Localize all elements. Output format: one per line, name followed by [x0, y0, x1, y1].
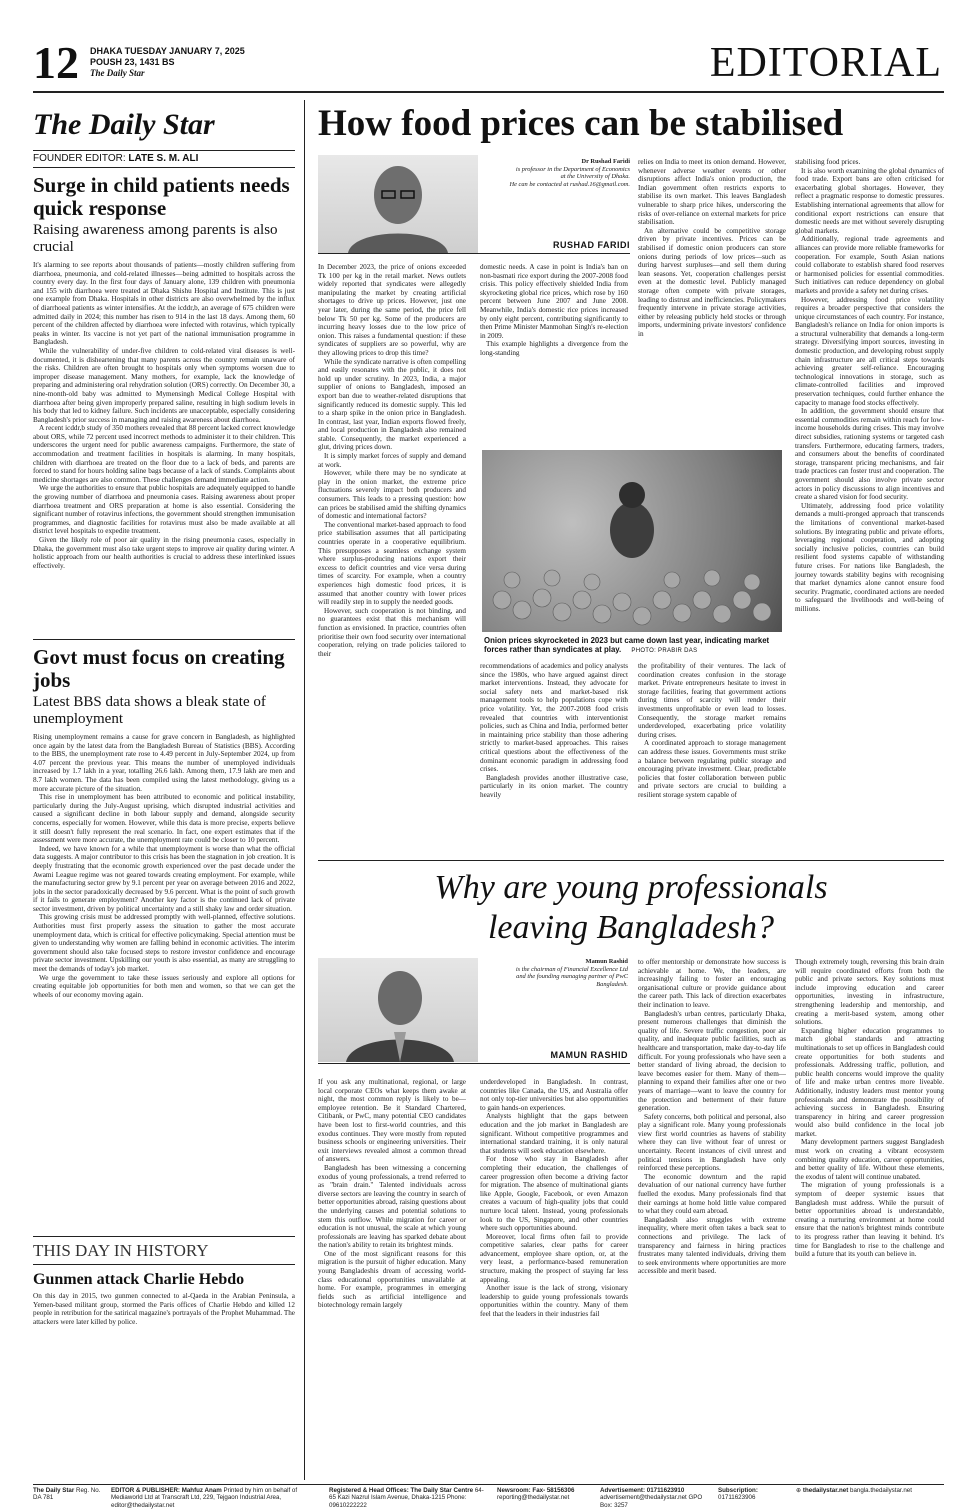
paragraph: Ultimately, addressing food price volatility demands a multi-pronged approach that transcends the limitations of conventional market-based solutions. By integrating public and private efforts, leveraging regional cooperation, and adopting socially inclusive policies, countries can build resilient food systems capable of withstanding future crises. For nations like Bangladesh, the journey towards stability begins with recognising that market dynamics alone cannot ensure food security. Pragmatic, coordinated actions are needed to safeguard the livelihoods and well-being of millions. [795, 501, 944, 613]
paragraph: Additionally, regional trade agreements and alliances can provide more reliable frameworks for cooperation. For example, South Asian nations could collaborate to establish shared food reserves or harmonised policies for essential commodities. Such initiatives can reduce dependency on global markets and provide a safety net during crises. [795, 235, 944, 295]
column-separator [304, 100, 305, 1480]
paragraph: Expanding higher education programmes to match global standards and attracting multinationals to set up offices in Bangladesh could create opportunities for both students and professionals. Addressing traffic, pollution, and public health concerns would improve the quality of life and make urban centres more liveable. Additionally, industry leaders must mentor young professionals and demonstrate the possibility of achieving success in Bangladesh. Ensuring transparency in hiring and career progression would also build confidence in the local job market. [795, 1026, 944, 1138]
byline-1: RUSHAD FARIDI [552, 240, 630, 250]
editorial-2 [33, 640, 295, 1236]
paragraph: If you ask any multinational, regional, or large local corporate CEOs what keeps them awake at night, the most common reply is likely to be—employee retention. Be it Standard Chartered, Citibank, or PwC, many potential CEO candidates have been lost to first-world countries, and this exodus continues. They were mostly from reputed business schools or engineering universities. Their exit interviews revealed almost a common thread of answers. [318, 1078, 466, 1164]
onion-pile-icon [482, 450, 782, 632]
footer-col-6 [718, 1487, 788, 1502]
paragraph: This rise in unemployment has been attributed to economic and political instability, particularly during the July-August uprising, which disrupted industrial activities and caused a significant decline in both labour supply and demand, alongside security concerns, especially for women. However, while this data is more precise, experts believe it still doesn't fully represent the real scenario. In fact, one expert estimates that if the assessment were more accurate, the unemployment rate could be closer to 10 percent. [33, 793, 295, 845]
paragraph: domestic needs. A case in point is India's ban on non-basmati rice export during the 2007-2008 food crisis. This policy effectively shielded India from skyrocketing global rice prices, which rose by 160 percent between June 2007 and June 2008. Meanwhile, India's domestic rice prices increased by only eight percent, contributing significantly to then Prime Minister Manmohan Singh's re-election in 2009. [480, 263, 628, 340]
portrait-icon [318, 155, 478, 253]
paragraph: While the syndicate narrative is often compelling and easily resonates with the public, it does not hold up under scrutiny. In 2023, India, a major supplier of onions to Bangladesh, imposed an export ban due to weather-related disruptions that significantly reduced its domestic supply. This led to a sharp spike in the onion price in Bangladesh. In contrast, last year, Indian exports flowed freely, and local production in Bangladesh also remained stable. Consequently, the market experienced a glut, driving prices down. [318, 357, 466, 452]
author-bio-line: and the founding managing partner of PwC [516, 973, 628, 981]
footer-text: Printed by him on behalf of Mediaworld Ltd at Transcraft Ltd, 229, Tejgaon Industrial Area, editor@thedailystar.net [111, 1487, 298, 1509]
article-1-col-3-top [638, 158, 786, 447]
editorial-1-headline: Surge in child patients needs quick response [33, 173, 290, 220]
footer-col-3 [329, 1487, 489, 1509]
footer-title: Registered & Head Offices: The Daily Star Centre [329, 1487, 474, 1494]
left-column [33, 100, 295, 1480]
paragraph: A coordinated approach to storage management can address these issues. Governments must strike a balance between regulating public storage and encouraging private investment. Clear, predictable policies that foster collaboration between public and private sectors are crucial to building a resilient storage system capable of [638, 739, 786, 799]
editorial-2-headline: Govt must focus on creating jobs [33, 645, 285, 692]
editorial-2-deck: Latest BBS data shows a bleak state of unemployment [33, 694, 266, 727]
page-number: 12 [33, 37, 79, 88]
paragraph: Bangladesh has been witnessing a concerning exodus of young professionals, a trend referred to as "brain drain." Talented individuals across diverse sectors are leaving the country in search of better opportunities abroad, raising questions about the underlying causes and potential solutions to stem this outflow. While migration for career or education is not unusual, the scale at which young professionals are leaving has sparked debate about the nation's ability to retain its brightest minds. [318, 1163, 466, 1250]
paragraph: Though extremely tough, reversing this brain drain will require coordinated efforts from both the public and private sectors. Key solutions must include improving education and career opportunities, investing in infrastructure, strengthening leadership and mentorship, and creating a merit-based system, among other solutions. [795, 958, 944, 1027]
onion-market-photo [482, 450, 782, 632]
paragraph: An alternative could be competitive storage driven by private incentives. Prices can be stabilised if domestic onion producers can store onions during periods of low prices—such as during harvest surpluses—and sell them during lean seasons. Yet, cooperation challenges persist even at the domestic level. Publicly managed storage often compete with private storages, leading to distrust and inefficiencies. Policymakers frequently intervene in private storage activities, either by releasing publicly held stocks or through imports, undermining private investors' confidence in [638, 226, 786, 338]
paragraph: to offer mentorship or demonstrate how success is achievable at home. We, the leaders, are increasingly failing to foster an encouraging organisational culture or provide guidance about the career path. This lack of direction exacerbates their inclination to leave. [638, 958, 786, 1009]
footer-text: reporting@thedailystar.net [497, 1494, 570, 1502]
paragraph: A recent icddr,b study of 350 mothers revealed that 88 percent lacked correct knowledge about ORS, while 72 percent used incorrect methods to administer it to their children. This underscores the urgent need for public awareness campaigns. Furthermore, the state of accommodation and treatment facilities in hospitals is alarming. In many hospitals, children with diarrhoea are treated on the floor due to a lack of beds, and parents are forced to stand for hours holding saline bags because of a lack of stands. Complaints about medicine shortages are also common. These challenges demand immediate action. [33, 424, 295, 484]
article-1-col-3-bottom [638, 662, 786, 847]
author-bio-2 [480, 958, 628, 988]
history-section-title: THIS DAY IN HISTORY [33, 1241, 209, 1260]
footer-title: thedailystar.net [802, 1487, 849, 1494]
paragraph: We urge the government to take these issues seriously and explore all options for creating equitable job opportunities for both men and women, so that we can get the wheels of our economy moving again. [33, 973, 295, 999]
article-1-col-1 [318, 263, 466, 847]
paragraph: the profitability of their ventures. The lack of coordination creates confusion in the storage market. Private entrepreneurs hesitate to invest in storage facilities, fearing that government actions during times of scarcity will render their investments unprofitable or even lead to losses. Consequently, the storage market remains underdeveloped, exacerbating price volatility during crises. [638, 662, 786, 739]
founder-line [33, 151, 295, 167]
paragraph: It is simply market forces of supply and demand at work. [318, 452, 466, 469]
paragraph: Many development partners suggest Bangladesh must work on creating a vibrant ecosystem combining quality education, career opportunities, and better quality of life. Without these elements, the exodus of talent will continue unabated. [795, 1138, 944, 1181]
paragraph: However, such cooperation is not binding, and no guarantees exist that this mechanism will function as envisioned. In practice, countries often prioritise their own food security over international cooperation, relying on trade policies tailored to their [318, 606, 466, 658]
footer-col-1 [33, 1487, 103, 1502]
author-photo-mamun-rashid [318, 958, 478, 1062]
footer-col-7 [796, 1487, 916, 1499]
footer-col-4 [497, 1487, 592, 1502]
article-1-col-4 [795, 158, 944, 848]
editorial-1 [33, 168, 295, 639]
masthead-rule [33, 91, 944, 93]
history-text: On this day in 2015, two gunmen connected to al-Qaeda in the Arabian Peninsula, a Yemen-based militant group, stormed the Paris offices of Charlie Hebdo and killed 12 people in retribution for the satirical magazine's portrayals of the Prophet Muhammad. The attackers were later killed by police. [33, 1292, 295, 1326]
footer-rule [33, 1484, 944, 1485]
paragraph: The conventional market-based approach to food price stabilisation assumes that all participating countries operate in a cooperative equilibrium. This presupposes a seamless exchange system where surplus-producing nations export their excess to deficit countries and vice versa during times of scarcity. For example, when a country experiences high domestic food prices, it is assumed that another country with lower prices will readily step in to supply the needed goods. [318, 520, 466, 607]
article-2-headline [318, 868, 944, 948]
paragraph: The migration of young professionals is a symptom of deeper systemic issues that Bangladesh must address. While the pursuit of better opportunities abroad is understandable, creating a nurturing environment at home could ensure that the nation's brightest minds contribute to its progress rather than leaving it behind. It's time for Bangladesh to rise to the challenge and build a future that its youth can believe in. [795, 1181, 944, 1259]
article-2-col-3 [638, 958, 786, 1480]
paragraph: However, addressing food price volatility requires a broader perspective that considers the unique circumstances of each country. For instance, Bangladesh's reliance on India for onion imports is a structural vulnerability that demands a long-term strategy. Diversifying import sources, investing in domestic production, and developing robust supply chain infrastructure are all critical steps towards achieving greater self-reliance. Encouraging technological innovations in storage, such as climate-controlled facilities and improved preservation techniques, could further enhance the capacity to manage food stocks effectively. [795, 295, 944, 407]
paper-name-small: The Daily Star [90, 68, 145, 78]
editorial-2-body [33, 733, 295, 999]
byline-rule [318, 253, 630, 254]
footer-title: Newsroom: Fax- 58156306 [497, 1487, 575, 1494]
paragraph: Bangladesh also struggles with extreme inequality, where merit often takes a back seat to connections and privilege. The lack of transparency and fairness in hiring practices frustrates many talented individuals, driving them to seek environments where opportunities are more accessible and merit based. [638, 1215, 786, 1276]
footer-text: bangla.thedailystar.net [850, 1487, 912, 1494]
paragraph: Bangladesh provides another illustrative case, particularly in its onion market. The country heavily [480, 773, 628, 799]
paragraph: This growing crisis must be addressed promptly with well-planned, effective solutions. Authorities must first properly assess the situation to gather the most accurate unemployment data, which is critical for effective policymaking. Special attention must be given to understanding why women are falling behind in economic activities. The interim government should also take focused steps to restore investor confidence and encourage private sector investment. Upskilling our youth is also essential, as many are struggling to meet the demands of today's job market. [33, 913, 295, 974]
daily-star-logo: The Daily Star [33, 108, 215, 141]
article-2-col-2 [480, 1078, 628, 1480]
paragraph: Moreover, local firms often fail to provide competitive salaries, clear paths for career advancement, employee share option, or, at the very least, a performance-based remuneration structure, making the prospect of staying far less appealing. [480, 1232, 628, 1284]
footer [33, 1487, 944, 1509]
this-day-in-history [33, 1237, 295, 1326]
photo-credit: PHOTO: PRABIR DAS [631, 648, 698, 655]
paragraph: However, while there may be no syndicate at play in the onion market, the extreme price fluctuations severely impact both producers and consumers. This leads to a pressing question: how can prices be stabilised amid the shifting dynamics of domestic and international factors? [318, 469, 466, 521]
footer-text: advertisement@thedailystar.net GPO Box: 3257 [600, 1494, 703, 1509]
paragraph: recommendations of academics and policy analysts since the 1980s, who have argued against direct market interventions. Instead, they advocate for social safety nets and market-based risk management tools to help populations cope with price volatility. Yet, the 2007-2008 food crisis revealed that countries with interventionist policies, such as China and India, performed better in maintaining price stability than those adhering strictly to market-based approaches. This raises critical questions about the effectiveness of the dominant economic paradigm in addressing food crises. [480, 662, 628, 774]
photo-caption-1 [484, 636, 782, 656]
footer-col-5 [600, 1487, 710, 1509]
paragraph: The economic downturn and the rapid devaluation of our national currency have further fuelled the exodus. Many professionals find that their earnings at home hold little value compared to what they could earn abroad. [638, 1172, 786, 1216]
history-title-rule [33, 1264, 295, 1265]
paragraph: Analysts highlight that the gaps between education and the job market in Bangladesh are significant. Without competitive programmes and international standard training, it is only natural that students will seek education elsewhere. [480, 1112, 628, 1155]
footer-title: EDITOR & PUBLISHER: Mahfuz Anam [111, 1487, 222, 1494]
article-1-headline: How food prices can be stabilised [318, 103, 844, 144]
article-2-headline-line-1: Why are young professionals [434, 869, 828, 906]
author-bio-line: is professor in the Department of Economics [515, 165, 630, 173]
paragraph: This example highlights a divergence from the long-standing [480, 340, 628, 357]
photo-caption-text: Onion prices skyrocketed in 2023 but came down last year, indicating market forces rather than syndicates at play. [484, 636, 770, 655]
section-title: EDITORIAL [709, 40, 942, 86]
editorial-1-deck: Raising awareness among parents is also crucial [33, 222, 278, 255]
author-bio-line: at the University of Dhaka. [560, 173, 630, 181]
author-bio-name: Mamun Rashid [585, 958, 628, 965]
footer-text: Reg. No. DA 781 [33, 1487, 101, 1502]
author-bio-name: Dr Rushad Faridi [581, 158, 630, 165]
article-2-headline-line-2: leaving Bangladesh? [487, 909, 775, 946]
portrait-icon [318, 958, 478, 1062]
paragraph: Indeed, we have known for a while that unemployment is worse than what the official data suggests. A major contributor to this crisis has been the stagnation in job creation. It is deeply frustrating that the economic growth experienced over the past decade under the Awami League regime was not geared towards creating employment. For example, while the manufacturing sector grew by 9.1 percent per year on average between 2016 and 2022, jobs in the sector paradoxically decreased by 9.6 percent. What is the point of such growth if it fails to generate employment? Another key factor is the continued lack of private sector investment, driven by political uncertainty and a still shaky law and order situation. [33, 844, 295, 913]
paragraph: Rising unemployment remains a cause for grave concern in Bangladesh, as highlighted once again by the latest data from the Bangladesh Bureau of Statistics (BBS). According to the BBS, the unemployment rate rose to 4.49 percent in July-September 2024, up from 4.07 percent the previous year. This means the number of unemployed individuals increased by 1.7 lakh in a year, totalling 26.6 lakh. Among them, 17.9 lakh are men and 8.7 lakh women. The data has been compiled using the latest methodology, giving us a more accurate picture of the situation. [33, 733, 295, 793]
history-headline: Gunmen attack Charlie Hebdo [33, 1271, 245, 1288]
date-line-text: DHAKA TUESDAY JANUARY 7, 2025 [90, 46, 245, 56]
author-photo-rushad-faridi [318, 155, 478, 253]
paragraph: For those who stay in Bangladesh after completing their education, the challenges of career progression often become a driving factor for migration. The absence of multinational giants like Apple, Google, Facebook, or even Amazon creates a vacuum of high-quality jobs that could nurture local talent. Instead, young professionals look to the US, Singapore, and other countries where such opportunities abound. [480, 1155, 628, 1233]
footer-text: 64-65 Kazi Nazrul Islam Avenue, Dhaka-1215 Phone: 09610222222 [329, 1487, 484, 1509]
paragraph: Bangladesh's urban centres, particularly Dhaka, present numerous challenges that diminish the quality of life. Severe traffic congestion, poor air quality, and inadequate public facilities, such as healthcare and transportation, make day-to-day life difficult. For young professionals who have seen a better standard of living abroad, the decision to leave becomes easier for them. Many of them—planning to expand their families after one or two years of marriage—want to leave the country for the protection and betterment of their future generation. [638, 1009, 786, 1113]
footer-title: The Daily Star [33, 1487, 75, 1494]
globe-icon: ⊕ [796, 1487, 802, 1494]
article-divider [318, 860, 944, 861]
author-bio-line: He can be contacted at rushad.16@gmail.com. [509, 180, 630, 188]
paragraph: One of the most significant reasons for this migration is the pursuit of higher education. Many young Bangladeshis dream of accessing world-class educational opportunities unavailable at home. For example, programmes in emerging fields such as artificial intelligence and biotechnology remain largely [318, 1249, 466, 1310]
paragraph: stabilising food prices. [795, 158, 861, 166]
footer-text: 01711623906 [718, 1494, 756, 1502]
paragraph: It is also worth examining the global dynamics of food trade. Export bans are often criticised for exacerbating global shortages. However, they reflect a pragmatic response to domestic pressures. Establishing international agreements that allow for conditional export restrictions can ensure that domestic needs are met without severely disrupting global markets. [795, 166, 944, 235]
author-bio-line: is the chairman of Financial Excellence Ltd [515, 965, 628, 973]
article-2-col-1 [318, 1078, 466, 1480]
author-bio-line: Bangladesh. [596, 980, 628, 988]
date-line [90, 46, 245, 79]
paragraph: In December 2023, the price of onions exceeded Tk 100 per kg in the retail market. News outlets widely reported that syndicates were allegedly manipulating the market by creating artificial shortages to drive up prices. However, just one year later, during the same period, the price fell below Tk 50 per kg. Some of the producers are incurring heavy losses due to the low price of onion. This raises a fundamental question: if these syndicates of suppliers are so powerful, why are they allowing prices to drop this time? [318, 263, 466, 357]
article-1-col-2-bottom [480, 662, 628, 847]
article-1-col-2-top [480, 263, 628, 447]
founder-label: FOUNDER EDITOR: [33, 153, 126, 164]
founder-name: LATE S. M. ALI [128, 153, 199, 164]
paragraph: While the vulnerability of under-five children to cold-related viral diseases is well-documented, it is disheartening that many parents across the country remain unaware of the risks. Children are often brought to hospitals only when symptoms worsen due to improper disease management. Many mothers, for example, lack the knowledge of preparing and administering oral rehydration solution (ORS) correctly. On December 30, a nine-month-old baby was admitted to Mymensingh Medical College Hospital with diarrhoea after being given improperly prepared saline, resulting in high sodium levels in his body that led to kidney failure. Such incidents are unacceptable, especially considering Bangladesh's prior success in managing and raising awareness about diarrhoea. [33, 346, 295, 424]
footer-title: Advertisement: 01711623910 [600, 1487, 685, 1494]
paragraph: It's alarming to see reports about thousands of patients—mostly children suffering from diarrhoea, pneumonia, and cold-related illnesses—being admitted to hospitals across the country every day. In the first four days of January alone, 139 children with pneumonia and 155 with diarrhoea were treated at Dhaka Shishu Hospital and Institute. This is just one example from Dhaka. Hospitals in other districts are also overwhelmed by the influx of diarrhoeal patients as winter intensifies. At the icddr,b, an average of 675 children were admitted daily in 2024; this number has risen to 914 in the last 18 days. Among them, 60 percent of the children affected by diarrhoea were infected with rotavirus, which typically peaks in winter. Its vaccine is not yet part of the national immunisation programme in Bangladesh. [33, 261, 295, 347]
paragraph: Safety concerns, both political and personal, also play a significant role. Many young professionals view first world countries as havens of stability where they can live without fear of unrest or uncertainty. Recent instances of civil unrest and political tensions in Bangladesh have only reinforced these perceptions. [638, 1112, 786, 1173]
byline-rule [318, 1063, 630, 1064]
editorial-1-body [33, 261, 295, 570]
byline-2: MAMUN RASHID [550, 1050, 628, 1060]
paragraph: Given the likely role of poor air quality in the rising pneumonia cases, especially in Dhaka, the government must also take urgent steps to improve air quality during winter. A holistic approach from our health authorities is crucial to address these interlinked issues effectively. [33, 536, 295, 570]
footer-col-2 [111, 1487, 321, 1509]
article-2-col-4 [795, 958, 944, 1480]
paragraph: underdeveloped in Bangladesh. In contrast, countries like Canada, the US, and Australia offer not only top-tier universities but also opportunities to gain hands-on experiences. [480, 1078, 628, 1112]
bangla-date: POUSH 23, 1431 BS [90, 57, 175, 67]
paragraph: We urge the authorities to ensure that public hospitals are adequately equipped to handle the growing number of diarrhoea and pneumonia cases. Raising awareness about proper diarrhoea treatment and ORS preparation at home is also essential. Considering the significant number of rotavirus infections, the government should strengthen immunisation programmes, and diagnostic facilities for rotavirus must also be made available at all district level hospitals to expedite treatment. [33, 484, 295, 536]
paragraph: In addition, the government should ensure that essential commodities remain within reach for low-income households during crises. This may involve direct subsidies, rationing systems or targeted cash transfers. Furthermore, educating farmers, traders, and consumers about the benefits of coordinated storage, transparent pricing mechanisms, and fair trade practices can foster trust and cooperation. The government should also involve private sector actors in policy discussions to align incentives and create a shared vision for food security. [795, 407, 944, 502]
paragraph: Another issue is the lack of strong, visionary leadership to guide young professionals towards opportunities within the country. Many of them feel that the leaders in their industries fail [480, 1284, 628, 1319]
footer-title: Subscription: [718, 1487, 758, 1494]
author-bio-1 [480, 158, 630, 188]
paragraph: relies on India to meet its onion demand. However, whenever adverse weather events or other disruptions affect India's onion production, the Indian government often restricts exports to stabilise its own market. This leaves Bangladesh vulnerable to sharp price hikes, underscoring the risks of over-reliance on external markets for price stabilisation. [638, 158, 786, 227]
